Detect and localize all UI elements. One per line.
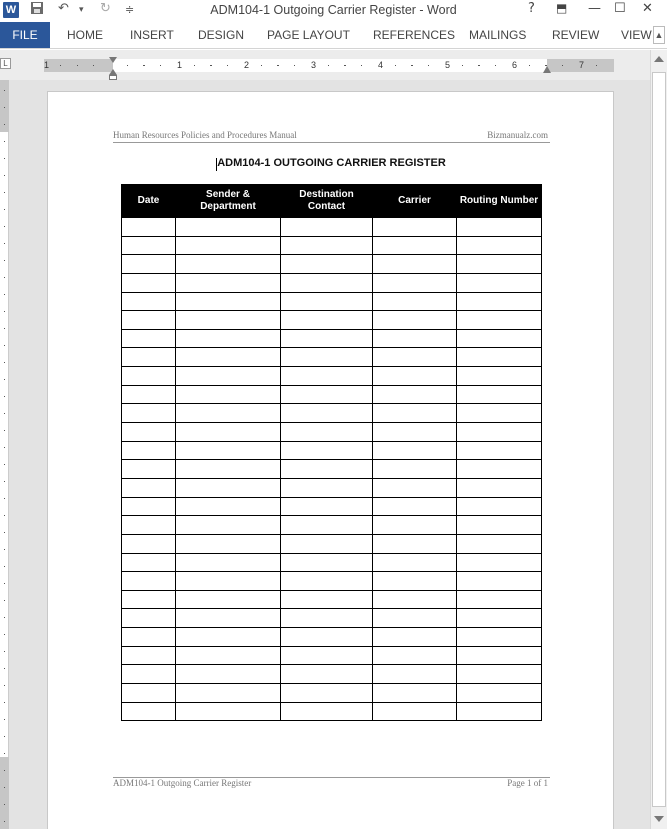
table-cell[interactable] bbox=[122, 684, 176, 703]
ruler-tick bbox=[4, 549, 5, 550]
table-body bbox=[122, 218, 542, 721]
ribbon-collapse-button[interactable]: ▲ bbox=[653, 26, 665, 44]
ruler-tick bbox=[4, 175, 5, 176]
table-cell[interactable] bbox=[373, 684, 457, 703]
ruler-tick bbox=[4, 430, 5, 431]
table-cell[interactable] bbox=[457, 478, 542, 497]
table-cell[interactable] bbox=[281, 311, 373, 330]
table-row bbox=[122, 292, 542, 311]
ruler-tick bbox=[4, 345, 5, 346]
table-cell[interactable] bbox=[373, 255, 457, 274]
table-cell[interactable] bbox=[281, 348, 373, 367]
title-bar bbox=[0, 0, 667, 22]
ruler-number: 5 bbox=[445, 60, 451, 70]
table-row bbox=[122, 255, 542, 274]
header-manual-title: Human Resources Policies and Procedures Manual bbox=[113, 130, 297, 140]
ruler-tick bbox=[77, 65, 78, 66]
ruler-number: 7 bbox=[579, 60, 585, 70]
table-row bbox=[122, 609, 542, 628]
tab-home[interactable]: HOME bbox=[67, 28, 103, 42]
table-cell[interactable] bbox=[176, 218, 281, 237]
table-cell[interactable] bbox=[457, 367, 542, 386]
table-cell[interactable] bbox=[176, 329, 281, 348]
table-row bbox=[122, 572, 542, 591]
table-cell[interactable] bbox=[457, 404, 542, 423]
table-cell[interactable] bbox=[122, 609, 176, 628]
table-cell[interactable] bbox=[122, 273, 176, 292]
table-cell[interactable] bbox=[281, 646, 373, 665]
table-cell[interactable] bbox=[457, 441, 542, 460]
table-cell[interactable] bbox=[281, 236, 373, 255]
table-cell[interactable] bbox=[457, 348, 542, 367]
table-cell[interactable] bbox=[373, 516, 457, 535]
header-website: Bizmanualz.com bbox=[487, 130, 548, 140]
ruler-tick bbox=[4, 277, 5, 278]
table-header-row bbox=[122, 185, 542, 218]
ruler-tick bbox=[361, 65, 362, 66]
table-cell[interactable] bbox=[176, 348, 281, 367]
table-cell[interactable] bbox=[281, 460, 373, 479]
table-cell[interactable] bbox=[373, 665, 457, 684]
table-cell[interactable] bbox=[457, 460, 542, 479]
table-cell[interactable] bbox=[122, 385, 176, 404]
ruler-tick bbox=[4, 600, 5, 601]
ruler-tick bbox=[4, 158, 5, 159]
ruler-tick bbox=[4, 464, 5, 465]
table-cell[interactable] bbox=[122, 255, 176, 274]
table-cell[interactable] bbox=[176, 646, 281, 665]
ruler-tick bbox=[4, 396, 5, 397]
table-cell[interactable] bbox=[122, 702, 176, 721]
table-cell[interactable] bbox=[281, 441, 373, 460]
table-cell[interactable] bbox=[373, 460, 457, 479]
table-row bbox=[122, 423, 542, 442]
table-cell[interactable] bbox=[457, 646, 542, 665]
table-cell[interactable] bbox=[122, 367, 176, 386]
ruler-tick bbox=[278, 65, 279, 66]
table-row bbox=[122, 367, 542, 386]
ribbon-display-options-button[interactable]: ⬒ bbox=[556, 1, 568, 15]
table-row bbox=[122, 628, 542, 647]
table-cell[interactable] bbox=[457, 273, 542, 292]
ruler-number: 2 bbox=[244, 60, 250, 70]
table-cell[interactable] bbox=[176, 497, 281, 516]
table-cell[interactable] bbox=[281, 534, 373, 553]
ruler-tick bbox=[4, 515, 5, 516]
table-row bbox=[122, 329, 542, 348]
table-cell[interactable] bbox=[373, 236, 457, 255]
table-cell[interactable] bbox=[122, 441, 176, 460]
ruler-area bbox=[0, 50, 650, 80]
ruler-tick bbox=[4, 226, 5, 227]
table-cell[interactable] bbox=[176, 572, 281, 591]
table-cell[interactable] bbox=[122, 460, 176, 479]
ruler-tick bbox=[4, 413, 5, 414]
table-cell[interactable] bbox=[373, 367, 457, 386]
word-app-icon[interactable]: W bbox=[3, 2, 19, 18]
table-cell[interactable] bbox=[122, 348, 176, 367]
table-row bbox=[122, 478, 542, 497]
tab-design[interactable]: DESIGN bbox=[198, 28, 245, 42]
ruler-tick bbox=[4, 787, 5, 788]
table-cell[interactable] bbox=[176, 590, 281, 609]
footer-document-name: ADM104-1 Outgoing Carrier Register bbox=[113, 778, 252, 788]
table-cell[interactable] bbox=[122, 218, 176, 237]
ruler-number: 6 bbox=[512, 60, 518, 70]
table-cell[interactable] bbox=[176, 236, 281, 255]
table-cell[interactable] bbox=[176, 311, 281, 330]
table-cell[interactable] bbox=[281, 385, 373, 404]
table-cell[interactable] bbox=[373, 404, 457, 423]
table-cell[interactable] bbox=[281, 553, 373, 572]
ruler-number: 4 bbox=[378, 60, 384, 70]
ruler-tick bbox=[4, 668, 5, 669]
ruler-tick bbox=[60, 65, 61, 66]
table-cell[interactable] bbox=[373, 329, 457, 348]
ruler-tick bbox=[4, 311, 5, 312]
carrier-register-table[interactable] bbox=[121, 184, 542, 721]
table-row bbox=[122, 311, 542, 330]
ruler-tick bbox=[93, 65, 94, 66]
scroll-down-arrow-icon[interactable] bbox=[654, 816, 664, 822]
ruler-tick bbox=[127, 65, 128, 66]
table-cell[interactable] bbox=[457, 236, 542, 255]
table-cell[interactable] bbox=[176, 367, 281, 386]
table-cell[interactable] bbox=[281, 609, 373, 628]
table-cell[interactable] bbox=[176, 609, 281, 628]
table-cell[interactable] bbox=[373, 609, 457, 628]
tab-references[interactable]: REFERENCES bbox=[373, 28, 456, 42]
table-cell[interactable] bbox=[122, 311, 176, 330]
text-cursor bbox=[216, 158, 217, 171]
table-cell[interactable] bbox=[281, 572, 373, 591]
ruler-tick bbox=[345, 65, 346, 66]
table-cell[interactable] bbox=[373, 292, 457, 311]
table-cell[interactable] bbox=[373, 590, 457, 609]
ruler-tick bbox=[4, 685, 5, 686]
ruler-tick bbox=[4, 124, 5, 125]
scroll-up-arrow-icon[interactable] bbox=[654, 56, 664, 62]
ruler-tick bbox=[4, 362, 5, 363]
table-cell[interactable] bbox=[457, 311, 542, 330]
footer-page-number: Page 1 of 1 bbox=[507, 778, 548, 788]
table-cell[interactable] bbox=[373, 497, 457, 516]
table-cell[interactable] bbox=[373, 553, 457, 572]
minimize-button[interactable]: — bbox=[588, 1, 601, 16]
table-cell[interactable] bbox=[373, 702, 457, 721]
document-page[interactable] bbox=[47, 91, 614, 829]
table-cell[interactable] bbox=[176, 273, 281, 292]
table-cell[interactable] bbox=[373, 478, 457, 497]
ruler-tick bbox=[4, 192, 5, 193]
table-cell[interactable] bbox=[281, 404, 373, 423]
ruler-tick bbox=[4, 379, 5, 380]
ruler-tick bbox=[529, 65, 530, 66]
table-cell[interactable] bbox=[373, 441, 457, 460]
table-cell[interactable] bbox=[176, 665, 281, 684]
table-row bbox=[122, 497, 542, 516]
table-cell[interactable] bbox=[373, 273, 457, 292]
ruler-tick bbox=[4, 260, 5, 261]
ruler-tick bbox=[4, 498, 5, 499]
table-cell[interactable] bbox=[281, 684, 373, 703]
column-header-date[interactable]: Date bbox=[122, 185, 176, 218]
table-row bbox=[122, 646, 542, 665]
ruler-tick bbox=[462, 65, 463, 66]
ruler-tick bbox=[428, 65, 429, 66]
table-cell[interactable] bbox=[122, 423, 176, 442]
table-cell[interactable] bbox=[457, 292, 542, 311]
table-cell[interactable] bbox=[457, 572, 542, 591]
ruler-tick bbox=[4, 566, 5, 567]
ruler-tick bbox=[4, 209, 5, 210]
customize-toolbar-icon[interactable]: ≑ bbox=[125, 3, 135, 16]
table-cell[interactable] bbox=[281, 329, 373, 348]
tab-review[interactable]: REVIEW bbox=[552, 28, 600, 42]
ruler-tick bbox=[211, 65, 212, 66]
ruler-tick bbox=[4, 634, 5, 635]
table-row bbox=[122, 273, 542, 292]
table-cell[interactable] bbox=[176, 684, 281, 703]
table-row bbox=[122, 218, 542, 237]
table-cell[interactable] bbox=[457, 609, 542, 628]
table-row bbox=[122, 236, 542, 255]
table-cell[interactable] bbox=[281, 497, 373, 516]
table-cell[interactable] bbox=[281, 590, 373, 609]
table-cell[interactable] bbox=[373, 218, 457, 237]
table-cell[interactable] bbox=[176, 255, 281, 274]
ruler-tick bbox=[4, 736, 5, 737]
table-cell[interactable] bbox=[122, 534, 176, 553]
ruler-number: 3 bbox=[311, 60, 317, 70]
table-cell[interactable] bbox=[176, 292, 281, 311]
ruler-tick bbox=[4, 617, 5, 618]
ruler-tick bbox=[4, 532, 5, 533]
ruler-tick bbox=[194, 65, 195, 66]
table-cell[interactable] bbox=[373, 385, 457, 404]
ruler-tick bbox=[160, 65, 161, 66]
table-cell[interactable] bbox=[122, 572, 176, 591]
table-row bbox=[122, 665, 542, 684]
ruler-tick bbox=[227, 65, 228, 66]
ruler-tick bbox=[328, 65, 329, 66]
table-cell[interactable] bbox=[281, 423, 373, 442]
table-cell[interactable] bbox=[176, 553, 281, 572]
table-cell[interactable] bbox=[122, 236, 176, 255]
ruler-tick bbox=[4, 753, 5, 754]
ruler-tick bbox=[4, 90, 5, 91]
header-rule bbox=[113, 142, 550, 143]
ruler-tick bbox=[4, 821, 5, 822]
ruler-tick bbox=[4, 651, 5, 652]
ruler-tick bbox=[4, 481, 5, 482]
table-cell[interactable] bbox=[281, 478, 373, 497]
table-cell[interactable] bbox=[457, 385, 542, 404]
table-cell[interactable] bbox=[281, 292, 373, 311]
ruler-tick bbox=[4, 243, 5, 244]
ruler-tick bbox=[4, 719, 5, 720]
window-title: ADM104-1 Outgoing Carrier Register - Word bbox=[210, 3, 457, 17]
redo-icon[interactable]: ↻ bbox=[100, 1, 111, 16]
table-cell[interactable] bbox=[281, 273, 373, 292]
table-row bbox=[122, 404, 542, 423]
table-cell[interactable] bbox=[281, 628, 373, 647]
scrollbar-thumb[interactable] bbox=[652, 72, 666, 807]
first-line-indent-marker[interactable] bbox=[109, 57, 117, 63]
table-cell[interactable] bbox=[122, 665, 176, 684]
tab-view[interactable]: VIEW bbox=[621, 28, 652, 42]
vertical-ruler-bottom-margin bbox=[0, 757, 9, 829]
table-cell[interactable] bbox=[122, 553, 176, 572]
right-indent-marker[interactable] bbox=[543, 66, 551, 73]
ruler-tick bbox=[596, 65, 597, 66]
tab-file[interactable]: FILE bbox=[0, 22, 50, 48]
table-cell[interactable] bbox=[176, 423, 281, 442]
table-row bbox=[122, 348, 542, 367]
table-cell[interactable] bbox=[457, 516, 542, 535]
table-cell[interactable] bbox=[457, 218, 542, 237]
table-cell[interactable] bbox=[457, 553, 542, 572]
ruler-tick bbox=[261, 65, 262, 66]
table-cell[interactable] bbox=[457, 590, 542, 609]
table-cell[interactable] bbox=[457, 628, 542, 647]
table-cell[interactable] bbox=[122, 628, 176, 647]
ruler-tick bbox=[4, 804, 5, 805]
ruler-tick bbox=[4, 447, 5, 448]
table-cell[interactable] bbox=[176, 460, 281, 479]
table-cell[interactable] bbox=[457, 255, 542, 274]
column-header-destination-contact[interactable]: Destination Contact bbox=[281, 185, 373, 218]
table-row bbox=[122, 553, 542, 572]
tab-selector[interactable]: L bbox=[0, 58, 11, 69]
table-cell[interactable] bbox=[373, 628, 457, 647]
ruler-tick bbox=[294, 65, 295, 66]
table-cell[interactable] bbox=[373, 572, 457, 591]
table-row bbox=[122, 590, 542, 609]
ruler-tick bbox=[4, 328, 5, 329]
table-cell[interactable] bbox=[122, 497, 176, 516]
table-cell[interactable] bbox=[281, 367, 373, 386]
column-header-routing-number[interactable]: Routing Number bbox=[457, 185, 542, 218]
table-cell[interactable] bbox=[457, 702, 542, 721]
table-cell[interactable] bbox=[176, 628, 281, 647]
undo-icon[interactable]: ↶ bbox=[58, 1, 69, 16]
document-title[interactable]: ADM104-1 OUTGOING CARRIER REGISTER bbox=[217, 157, 446, 169]
table-cell[interactable] bbox=[122, 329, 176, 348]
table-row bbox=[122, 534, 542, 553]
table-cell[interactable] bbox=[122, 404, 176, 423]
document-area bbox=[0, 80, 650, 829]
ruler-tick bbox=[4, 141, 5, 142]
table-row bbox=[122, 460, 542, 479]
column-header-sender-department[interactable]: Sender & Department bbox=[176, 185, 281, 218]
undo-dropdown-icon[interactable]: ▾ bbox=[79, 5, 84, 15]
ruler-number: 1 bbox=[177, 60, 183, 70]
table-cell[interactable] bbox=[373, 423, 457, 442]
table-cell[interactable] bbox=[457, 534, 542, 553]
table-cell[interactable] bbox=[281, 255, 373, 274]
vertical-ruler[interactable] bbox=[0, 80, 9, 829]
table-cell[interactable] bbox=[373, 311, 457, 330]
table-cell[interactable] bbox=[122, 478, 176, 497]
table-row bbox=[122, 684, 542, 703]
table-row bbox=[122, 516, 542, 535]
ruler-tick bbox=[562, 65, 563, 66]
column-header-carrier[interactable]: Carrier bbox=[373, 185, 457, 218]
close-button[interactable]: ✕ bbox=[642, 1, 653, 16]
table-cell[interactable] bbox=[281, 702, 373, 721]
ruler-tick bbox=[479, 65, 480, 66]
table-cell[interactable] bbox=[281, 218, 373, 237]
tab-mailings[interactable]: MAILINGS bbox=[469, 28, 527, 42]
ruler-tick bbox=[495, 65, 496, 66]
table-cell[interactable] bbox=[176, 404, 281, 423]
table-cell[interactable] bbox=[457, 684, 542, 703]
table-cell[interactable] bbox=[373, 534, 457, 553]
table-cell[interactable] bbox=[281, 665, 373, 684]
table-row bbox=[122, 385, 542, 404]
ruler-tick bbox=[4, 770, 5, 771]
table-cell[interactable] bbox=[457, 423, 542, 442]
table-cell[interactable] bbox=[122, 292, 176, 311]
vertical-scrollbar[interactable] bbox=[650, 50, 667, 829]
table-cell[interactable] bbox=[457, 665, 542, 684]
table-cell[interactable] bbox=[122, 646, 176, 665]
table-cell[interactable] bbox=[457, 497, 542, 516]
ruler-tick bbox=[395, 65, 396, 66]
ruler-tick bbox=[4, 583, 5, 584]
ruler-left-margin bbox=[44, 59, 113, 72]
table-row bbox=[122, 702, 542, 721]
ribbon-tab-bar bbox=[0, 22, 667, 49]
ruler-tick bbox=[4, 294, 5, 295]
ruler-number: 1 bbox=[44, 60, 50, 70]
horizontal-ruler[interactable] bbox=[44, 59, 614, 72]
table-cell[interactable] bbox=[176, 534, 281, 553]
tab-insert[interactable]: INSERT bbox=[130, 28, 174, 42]
table-cell[interactable] bbox=[281, 516, 373, 535]
table-cell[interactable] bbox=[373, 348, 457, 367]
table-cell[interactable] bbox=[122, 516, 176, 535]
ruler-tick bbox=[144, 65, 145, 66]
tab-page-layout[interactable]: PAGE LAYOUT bbox=[267, 28, 350, 42]
table-cell[interactable] bbox=[176, 478, 281, 497]
ruler-tick bbox=[4, 107, 5, 108]
table-row bbox=[122, 441, 542, 460]
ruler-tick bbox=[412, 65, 413, 66]
table-cell[interactable] bbox=[373, 646, 457, 665]
table-cell[interactable] bbox=[122, 590, 176, 609]
maximize-button[interactable]: ☐ bbox=[614, 1, 626, 16]
ruler-tick bbox=[4, 702, 5, 703]
table-cell[interactable] bbox=[176, 441, 281, 460]
table-cell[interactable] bbox=[457, 329, 542, 348]
help-button[interactable]: ? bbox=[528, 1, 535, 16]
table-cell[interactable] bbox=[176, 516, 281, 535]
table-cell[interactable] bbox=[176, 702, 281, 721]
table-cell[interactable] bbox=[176, 385, 281, 404]
